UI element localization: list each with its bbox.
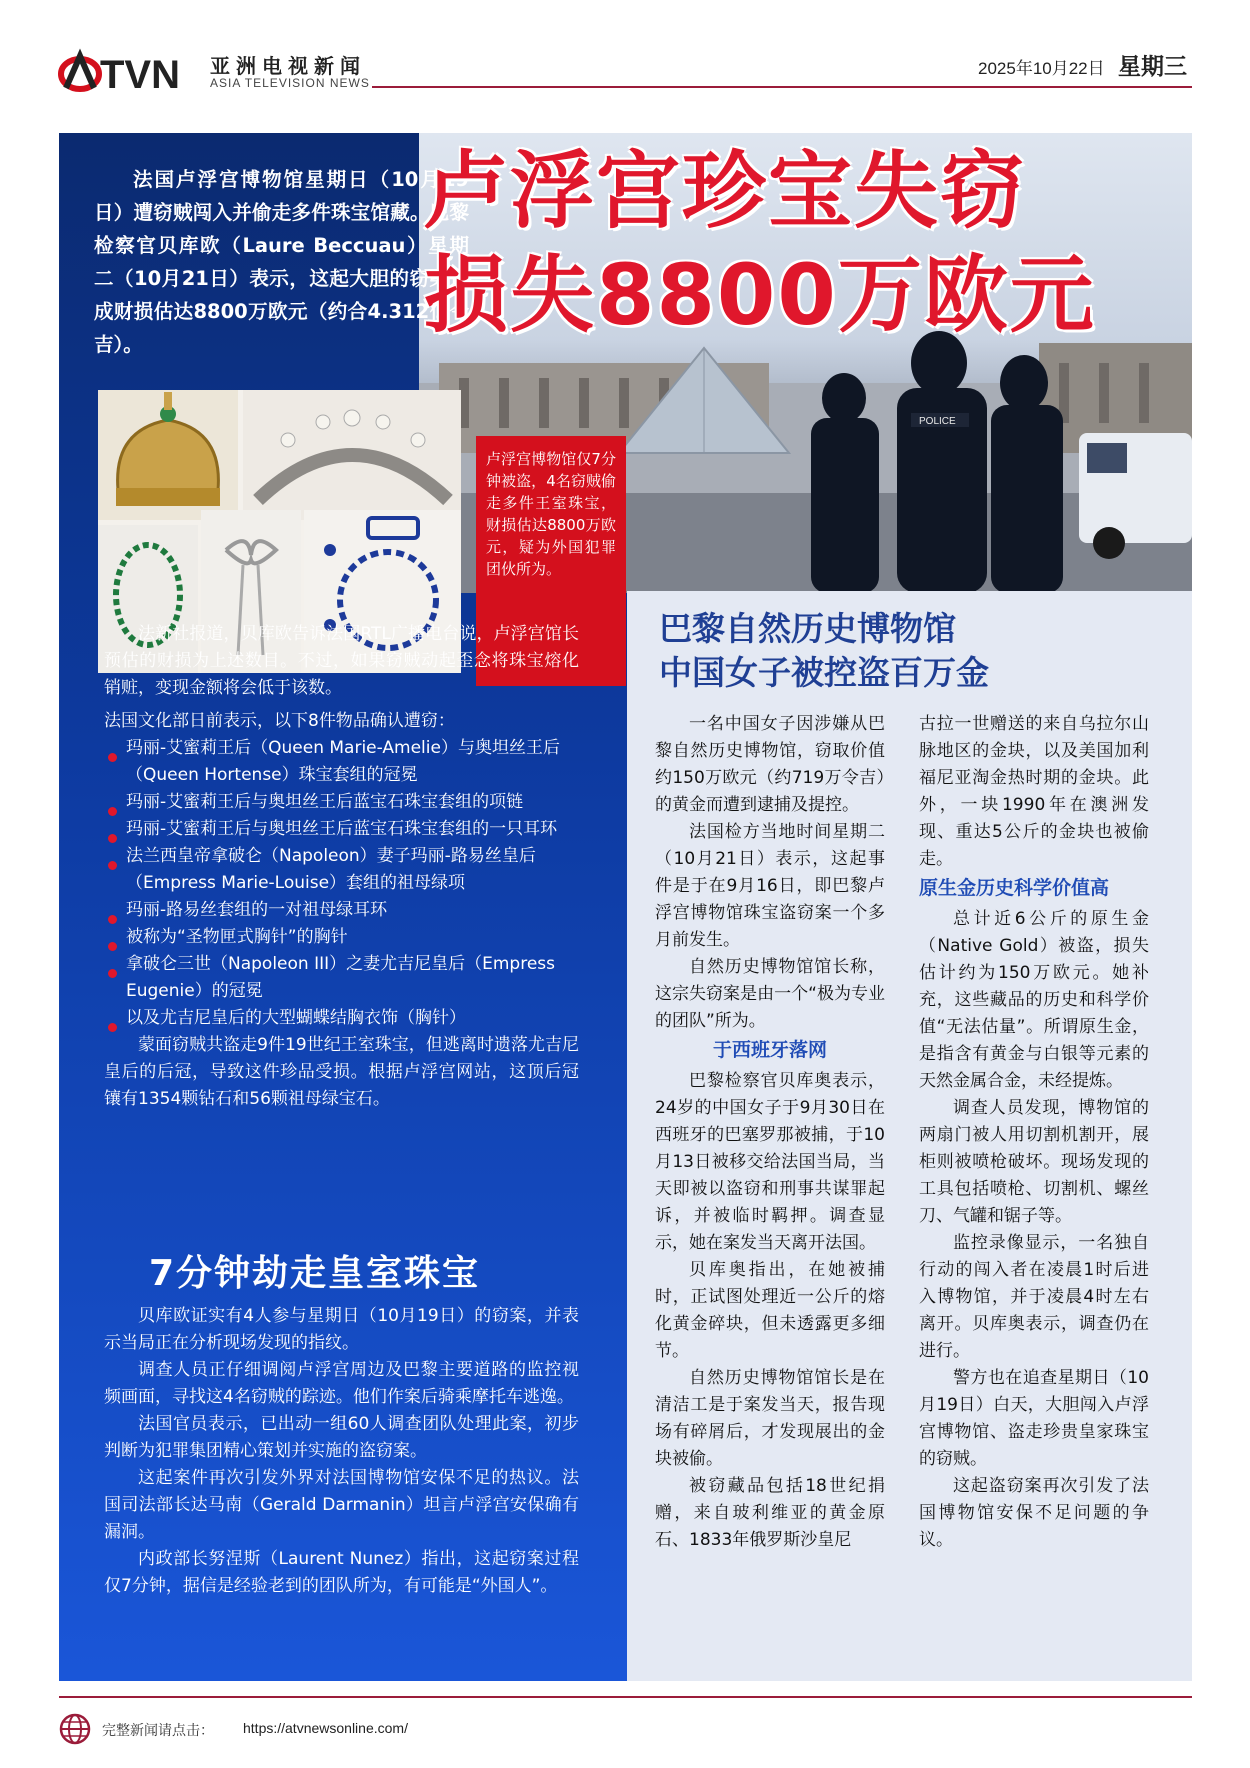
paragraph: 法国官员表示，已出动一组60人调查团队处理此案，初步判断为犯罪集团精心策划并实施的盗窃案。: [104, 1414, 579, 1461]
footer-divider: [59, 1696, 1192, 1698]
list-item: 玛丽-路易丝套组的一对祖母绿耳环: [104, 897, 579, 924]
globe-icon: [59, 1713, 91, 1745]
list-item: 被称为“圣物匣式胸针”的胸针: [104, 924, 579, 951]
sidebar-subheading: 原生金历史科学价值高: [919, 877, 1110, 899]
paragraph: 贝库欧证实有4人参与星期日（10月19日）的窃案，并表示当局正在分析现场发现的指纹。: [104, 1306, 579, 1353]
paragraph: 巴黎检察官贝库奥表示，24岁的中国女子于9月30日在西班牙的巴塞罗那被捕，于10月13日被移交给法国当局，当天即被以盗窃和刑事共谋罪起诉，并被临时羁押。调查显示，她在案发当天离开法国。: [655, 1071, 885, 1253]
stolen-items-list: [104, 735, 579, 1032]
section-subheading: 7分钟劫走皇室珠宝: [149, 1253, 481, 1294]
main-article-panel: [59, 133, 1192, 1681]
list-item: 拿破仑三世（Napoleon III）之妻尤吉尼皇后（Empress Eugenie）的冠冕: [104, 951, 579, 1005]
photo-caption-box: 卢浮宫博物馆仅7分钟被盗，4名窃贼偷走多件王室珠宝，财损估达8800万欧元，疑为外国犯罪团伙所为。: [476, 436, 626, 686]
page-header: [0, 0, 1250, 100]
sidebar-article: [627, 591, 1192, 1681]
headline-line-1: 卢浮宫珍宝失窃: [424, 142, 1027, 240]
paragraph: 被窃藏品包括18世纪捐赠，来自玻利维亚的黄金原石、1833年俄罗斯沙皇尼: [655, 1476, 885, 1550]
bullet-icon: [108, 915, 117, 924]
headline-line-2: 损失8800万欧元: [424, 246, 1096, 344]
sidebar-title-line-2: 中国女子被控盗百万金: [659, 653, 989, 692]
list-item: 玛丽-艾蜜莉王后与奥坦丝王后蓝宝石珠宝套组的一只耳环: [104, 816, 579, 843]
bullet-icon: [108, 834, 117, 843]
article-headline: [424, 139, 1184, 347]
paragraph: 法国检方当地时间星期二（10月21日）表示，这起事件是于在9月16日，即巴黎卢浮宫博物馆珠宝盗窃案一个多月前发生。: [655, 822, 885, 950]
paragraph: 自然历史博物馆馆长称，这宗失窃案是由一个“极为专业的团队”所为。: [655, 957, 885, 1031]
list-item: 玛丽-艾蜜莉王后（Queen Marie-Amelie）与奥坦丝王后（Queen Hortense）珠宝套组的冠冕: [104, 735, 579, 789]
footer-news-link[interactable]: https://atvnewsonline.com/: [243, 1720, 408, 1736]
atvn-logo: [58, 44, 193, 94]
bullet-icon: [108, 807, 117, 816]
issue-date: 2025年10月22日: [978, 59, 1105, 78]
article-body-bottom: [104, 1303, 579, 1600]
sidebar-column-1: [655, 711, 885, 1554]
sidebar-title-line-1: 巴黎自然历史博物馆: [659, 609, 956, 648]
issue-weekday: 星期三: [1118, 54, 1187, 80]
brand-name-english: ASIA TELEVISION NEWS: [210, 76, 370, 90]
bullet-icon: [108, 861, 117, 870]
paragraph: 法新社报道，贝库欧告诉法国RTL广播电台说，卢浮宫馆长预估的财损为上述数目。不过，如果窃贼动起歪念将珠宝熔化销赃，变现金额将会低于该数。: [104, 624, 579, 698]
bullet-icon: [108, 753, 117, 762]
police-vest-label: POLICE: [919, 416, 956, 427]
paragraph: 调查人员正仔细调阅卢浮宫周边及巴黎主要道路的监控视频画面，寻找这4名窃贼的踪迹。他们作案后骑乘摩托车逃逸。: [104, 1360, 579, 1407]
paragraph: 这起案件再次引发外界对法国博物馆安保不足的热议。法国司法部长达马南（Gerald Darmanin）坦言卢浮宫安保确有漏洞。: [104, 1468, 579, 1542]
paragraph: 内政部长努涅斯（Laurent Nunez）指出，这起窃案过程仅7分钟，据信是经验老到的团队所为，有可能是“外国人”。: [104, 1549, 579, 1596]
header-divider: [372, 86, 1192, 88]
sidebar-title: [659, 607, 1179, 695]
paragraph: 总计近6公斤的原生金（Native Gold）被盗，损失估计约为150万欧元。她补充，这些藏品的历史和科学价值“无法估量”。所谓原生金，是指含有黄金与白银等元素的天然金属合金，未经提炼。: [919, 909, 1149, 1091]
paragraph: 自然历史博物馆馆长是在清洁工是于案发当天，报告现场有碎屑后，才发现展出的金块被偷。: [655, 1368, 885, 1469]
paragraph: 古拉一世赠送的来自乌拉尔山脉地区的金块，以及美国加利福尼亚淘金热时期的金块。此外，一块1990年在澳洲发现、重达5公斤的金块也被偷走。: [919, 714, 1149, 869]
sidebar-subheading: 于西班牙落网: [712, 1039, 827, 1061]
paragraph: 调查人员发现，博物馆的两扇门被人用切割机割开，展柜则被喷枪破坏。现场发现的工具包括喷枪、切割机、螺丝刀、气罐和锯子等。: [919, 1098, 1149, 1226]
list-item: 玛丽-艾蜜莉王后与奥坦丝王后蓝宝石珠宝套组的项链: [104, 789, 579, 816]
list-item: 以及尤吉尼皇后的大型蝴蝶结胸衣饰（胸针）: [104, 1005, 579, 1032]
svg-text:TVN: TVN: [100, 53, 180, 94]
article-intro: 法国卢浮宫博物馆星期日（10月19日）遭窃贼闯入并偷走多件珠宝馆藏。巴黎检察官贝库欧（Laure Beccuau）星期二（10月21日）表示，这起大胆的窃案造成财损估达8800万欧元（约合4.312亿令吉）。: [94, 168, 469, 356]
paragraph: 贝库奥指出，在她被捕时，正试图处理近一公斤的熔化黄金碎块，但未透露更多细节。: [655, 1260, 885, 1361]
footer-label: 完整新闻请点击：: [102, 1723, 214, 1739]
article-body-top: [104, 621, 579, 1113]
bullet-icon: [108, 969, 117, 978]
list-item: 法兰西皇帝拿破仑（Napoleon）妻子玛丽-路易丝皇后（Empress Marie-Louise）套组的祖母绿项: [104, 843, 579, 897]
brand-name-chinese: 亚洲电视新闻: [210, 54, 366, 78]
bullet-icon: [108, 1023, 117, 1032]
bullet-icon: [108, 942, 117, 951]
paragraph: 警方也在追查星期日（10月19日）白天，大胆闯入卢浮宫博物馆、盗走珍贵皇家珠宝的窃贼。: [919, 1368, 1149, 1469]
paragraph: 这起盗窃案再次引发了法国博物馆安保不足问题的争议。: [919, 1476, 1149, 1550]
sidebar-column-2: [919, 711, 1149, 1554]
paragraph: 一名中国女子因涉嫌从巴黎自然历史博物馆，窃取价值约150万欧元（约719万令吉）的黄金而遭到逮捕及提控。: [655, 714, 885, 815]
stolen-items-intro: 法国文化部日前表示，以下8件物品确认遭窃：: [104, 711, 455, 731]
paragraph: 蒙面窃贼共盗走9件19世纪王室珠宝，但逃离时遗落尤吉尼皇后的后冠，导致这件珍品受损。根据卢浮宫网站，这顶后冠镶有1354颗钻石和56颗祖母绿宝石。: [104, 1035, 579, 1109]
paragraph: 监控录像显示，一名独自行动的闯入者在凌晨1时后进入博物馆，并于凌晨4时左右离开。贝库奥表示，调查仍在进行。: [919, 1233, 1149, 1361]
